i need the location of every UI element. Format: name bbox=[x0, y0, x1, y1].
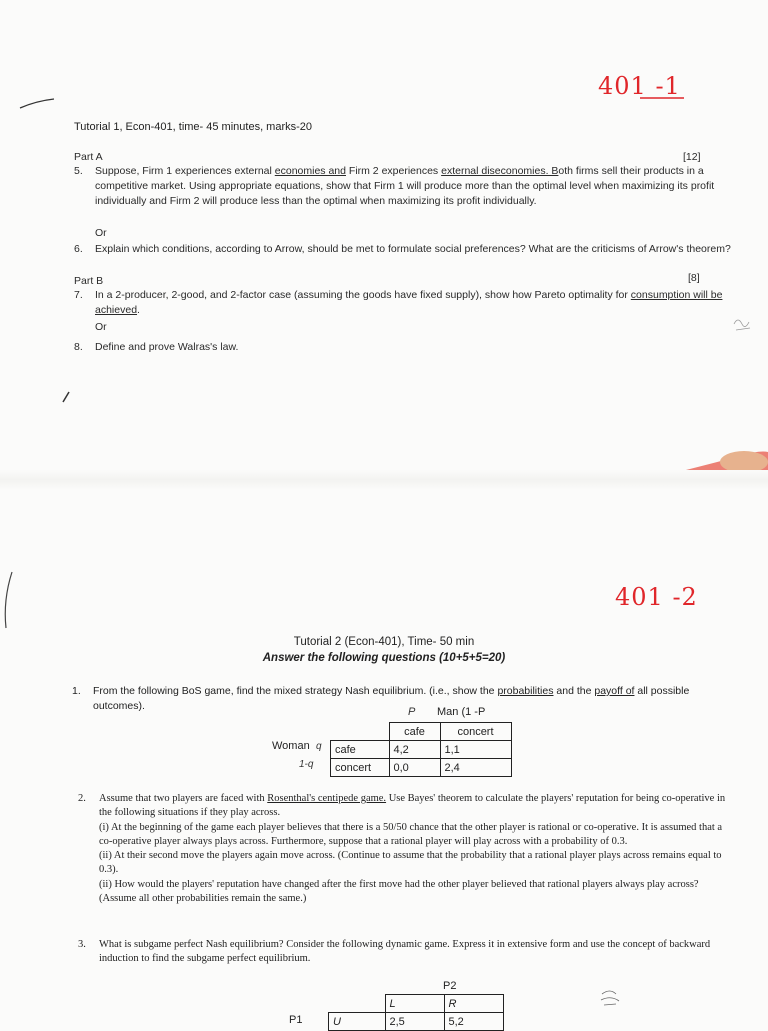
q7-underlined: consumption will be achieved bbox=[95, 289, 723, 316]
tick-mark bbox=[60, 390, 72, 404]
q5-underlined-2: external diseconomies. B bbox=[441, 165, 559, 177]
row-header: concert bbox=[331, 759, 390, 777]
part-b-marks: [8] bbox=[688, 272, 700, 284]
table-cell: 2,4 bbox=[440, 759, 511, 777]
man-label: Man (1 -P bbox=[437, 706, 486, 718]
row-header: cafe bbox=[331, 741, 390, 759]
row-header: U bbox=[329, 1013, 386, 1031]
question-6 bbox=[74, 242, 744, 257]
page-separator bbox=[0, 470, 768, 490]
p2-label: P2 bbox=[443, 980, 457, 992]
table-cell: 0,0 bbox=[389, 759, 440, 777]
q6-number: 6. bbox=[74, 243, 83, 255]
q1-text-a: From the following BoS game, find the mixed strategy Nash equilibrium. (i.e., show the bbox=[93, 685, 498, 697]
table-cell: 2,5 bbox=[385, 1013, 444, 1031]
q1-underlined-1: probabilities bbox=[497, 685, 554, 697]
q3-text: What is subgame perfect Nash equilibrium? Consider the following dynamic game. Express it in extensive form and use the concept of backward induction to find the subgame perfect equilibrium. bbox=[99, 939, 711, 965]
part-b-heading: Part B bbox=[74, 275, 104, 287]
q2-intro bbox=[99, 792, 726, 821]
q7-number: 7. bbox=[74, 289, 83, 301]
or-1: Or bbox=[95, 227, 107, 239]
table-cell: 5,2 bbox=[444, 1013, 503, 1031]
or-2: Or bbox=[95, 321, 107, 333]
question-5 bbox=[74, 164, 744, 209]
q1-text-c: all possible outcomes). bbox=[93, 685, 690, 712]
table-cell: 4,2 bbox=[389, 741, 440, 759]
q2-part-iii: (ii) How would the players' reputation have changed after the first move had the other player believed that rational players always play across? (Assume all other probabilities remain the same.) bbox=[99, 878, 699, 905]
part-a-heading: Part A bbox=[74, 151, 103, 163]
dynamic-game-table bbox=[328, 994, 504, 1031]
mark-underline bbox=[638, 95, 688, 101]
pen-stroke-mark bbox=[18, 96, 58, 110]
table-row bbox=[331, 741, 512, 759]
q8-text: Define and prove Walras's law. bbox=[95, 341, 239, 353]
p-label: P bbox=[408, 706, 416, 718]
q1-text-b: and the bbox=[553, 685, 595, 697]
column-header: L bbox=[385, 995, 444, 1013]
part-a-marks: [12] bbox=[683, 151, 701, 163]
table-corner bbox=[331, 723, 390, 741]
q7-text-b: . bbox=[137, 304, 140, 316]
page-edge-mark bbox=[0, 570, 14, 630]
bos-game-table bbox=[330, 722, 512, 777]
tutorial-1-title: Tutorial 1, Econ-401, time- 45 minutes, marks-20 bbox=[74, 121, 313, 133]
q5-number: 5. bbox=[74, 165, 83, 177]
question-2 bbox=[78, 792, 726, 906]
table-corner bbox=[329, 995, 386, 1013]
column-header: concert bbox=[440, 723, 511, 741]
question-3 bbox=[78, 938, 726, 967]
q2-number: 2. bbox=[78, 793, 86, 804]
table-row bbox=[331, 723, 512, 741]
question-1 bbox=[72, 684, 737, 714]
one-minus-q-label: 1-q bbox=[299, 759, 314, 770]
q2-part-i: (i) At the beginning of the game each player believes that there is a 50/50 chance that the other player is rational or co-operative. It is assumed that a co-operative player always plays across. Furthermore, suppose that a rational player will play across with a probability of 0.3. bbox=[99, 821, 723, 847]
tutorial-2-subtitle: Answer the following questions (10+5+5=20) bbox=[262, 652, 506, 664]
q2-intro-a: Assume that two players are faced with bbox=[99, 793, 268, 804]
page-number-mark-2: 401 -2 bbox=[615, 583, 698, 611]
q2-part-ii: (ii) At their second move the players again move across. (Continue to assume that the probability that a rational player plays across remains equal to 0.3). bbox=[99, 850, 722, 876]
q1-number: 1. bbox=[72, 685, 81, 697]
q2-intro-b: Use Bayes' theorem to calculate the players' reputation for being co-operative in the following situations if they play across. bbox=[99, 793, 726, 819]
p1-label: P1 bbox=[289, 1014, 303, 1026]
q7-text-a: In a 2-producer, 2-good, and 2-factor case (assuming the goods have fixed supply), show how Pareto optimality for bbox=[95, 289, 631, 301]
scribble-mark bbox=[730, 310, 760, 334]
q2-intro-underlined: Rosenthal's centipede game. bbox=[267, 793, 387, 804]
q5-underlined-1: economies and bbox=[274, 165, 346, 177]
table-row bbox=[329, 1013, 504, 1031]
table-row bbox=[331, 759, 512, 777]
table-cell: 1,1 bbox=[440, 741, 511, 759]
q3-number: 3. bbox=[78, 939, 86, 950]
column-header: cafe bbox=[389, 723, 440, 741]
q-label: q bbox=[316, 741, 322, 752]
q5-text-c: oth firms sell their products in a competitive market. Using appropriate equations, show that Firm 1 will produce more than the optimal level when maximizing its profit individually and Firm 2 will produce less than the optimal when maximizing its profit individually. bbox=[95, 165, 715, 207]
question-7 bbox=[74, 288, 744, 318]
table-row bbox=[329, 995, 504, 1013]
q1-underlined-2: payoff of bbox=[594, 685, 635, 697]
tutorial-2-title: Tutorial 2 (Econ-401), Time- 50 min bbox=[293, 636, 475, 648]
q5-text-b: Firm 2 experiences bbox=[345, 165, 442, 177]
woman-label: Woman bbox=[272, 740, 310, 752]
question-8 bbox=[74, 340, 744, 355]
q8-number: 8. bbox=[74, 341, 83, 353]
q5-text-a: Suppose, Firm 1 experiences external bbox=[95, 165, 275, 177]
page-number-mark-1: 401 -1 bbox=[598, 72, 681, 100]
q6-text: Explain which conditions, according to Arrow, should be met to formulate social preferences? What are the criticisms of Arrow's theorem? bbox=[95, 243, 731, 255]
column-header: R bbox=[444, 995, 503, 1013]
scribble-mark-2 bbox=[598, 986, 628, 1008]
